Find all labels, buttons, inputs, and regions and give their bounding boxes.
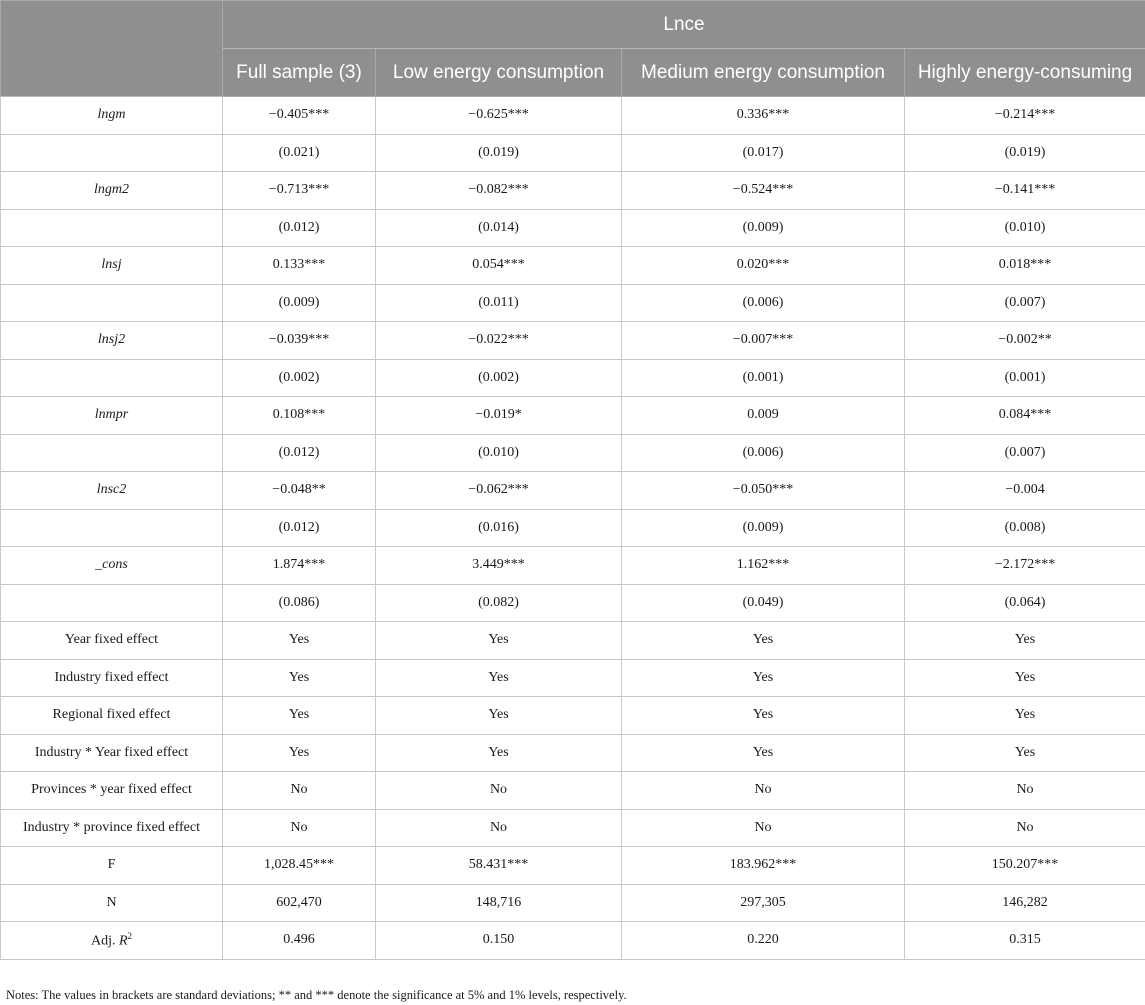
fixed-effect-value: Yes [376,734,622,772]
table-row-fixed-effect [1,809,1145,847]
variable-name: _cons [1,547,223,585]
fixed-effect-value: No [622,809,905,847]
std-error-cell: (0.006) [622,434,905,472]
fixed-effect-value: Yes [223,734,376,772]
row-label: F [1,847,223,885]
fixed-effect-value: No [905,772,1145,810]
table-row-se [1,584,1145,622]
empty-label-cell [1,134,223,172]
std-error-cell: (0.007) [905,434,1145,472]
coefficient-cell: 0.009 [622,397,905,435]
std-error-cell: (0.082) [376,584,622,622]
std-error-cell: (0.002) [223,359,376,397]
std-error-cell: (0.012) [223,434,376,472]
row-label: Industry * Year fixed effect [1,734,223,772]
fixed-effect-value: Yes [905,622,1145,660]
std-error-cell: (0.009) [223,284,376,322]
fixed-effect-value: Yes [905,734,1145,772]
table-row-coef [1,472,1145,510]
std-error-cell: (0.009) [622,209,905,247]
coefficient-cell: 1.874*** [223,547,376,585]
group-header-lnce: Lnce [223,1,1145,49]
empty-label-cell [1,584,223,622]
std-error-cell: (0.021) [223,134,376,172]
coefficient-cell: −0.405*** [223,97,376,135]
empty-label-cell [1,434,223,472]
table-notes: Notes: The values in brackets are standard deviations; ** and *** denote the significance at 5% and 1% levels, respectively. [6,988,627,1002]
table-row-se [1,209,1145,247]
fixed-effect-value: Yes [905,659,1145,697]
stat-value: 1,028.45*** [223,847,376,885]
table-row-stat [1,847,1145,885]
row-label: Regional fixed effect [1,697,223,735]
coefficient-cell: −0.019* [376,397,622,435]
stat-value: 148,716 [376,884,622,922]
coefficient-cell: −0.082*** [376,172,622,210]
table-row-fixed-effect [1,734,1145,772]
table-row-coef [1,397,1145,435]
std-error-cell: (0.008) [905,509,1145,547]
table-row-coef [1,322,1145,360]
header-row-group [1,1,1145,49]
std-error-cell: (0.001) [622,359,905,397]
std-error-cell: (0.002) [376,359,622,397]
table-row-coef [1,247,1145,285]
variable-name: lngm2 [1,172,223,210]
std-error-cell: (0.010) [376,434,622,472]
coefficient-cell: −0.062*** [376,472,622,510]
coefficient-cell: 0.133*** [223,247,376,285]
empty-label-cell [1,209,223,247]
fixed-effect-value: No [905,809,1145,847]
std-error-cell: (0.086) [223,584,376,622]
std-error-cell: (0.049) [622,584,905,622]
variable-name: lnsj2 [1,322,223,360]
table-row-se [1,284,1145,322]
row-label: Year fixed effect [1,622,223,660]
std-error-cell: (0.019) [905,134,1145,172]
adj-r2-superscript: 2 [127,930,133,941]
std-error-cell: (0.006) [622,284,905,322]
stat-value: 0.220 [622,922,905,960]
fixed-effect-value: Yes [223,697,376,735]
std-error-cell: (0.014) [376,209,622,247]
table-row-stat [1,884,1145,922]
coefficient-cell: −0.004 [905,472,1145,510]
fixed-effect-value: Yes [622,697,905,735]
fixed-effect-value: Yes [376,697,622,735]
coefficient-cell: −0.713*** [223,172,376,210]
stat-value: 58.431*** [376,847,622,885]
adj-r2-prefix: Adj. [90,933,119,949]
coefficient-cell: −0.007*** [622,322,905,360]
table-body [1,97,1145,960]
fixed-effect-value: Yes [622,622,905,660]
table-row-coef [1,97,1145,135]
std-error-cell: (0.012) [223,209,376,247]
std-error-cell: (0.064) [905,584,1145,622]
adj-r2-symbol: R [118,933,128,949]
fixed-effect-value: Yes [223,659,376,697]
std-error-cell: (0.007) [905,284,1145,322]
column-header: Full sample (3) [223,49,376,97]
table-row-fixed-effect [1,622,1145,660]
fixed-effect-value: Yes [905,697,1145,735]
fixed-effect-value: Yes [622,659,905,697]
fixed-effect-value: No [376,809,622,847]
variable-name: lnsc2 [1,472,223,510]
row-label: Provinces * year fixed effect [1,772,223,810]
coefficient-cell: −0.214*** [905,97,1145,135]
std-error-cell: (0.019) [376,134,622,172]
stat-value: 0.150 [376,922,622,960]
coefficient-cell: −0.002** [905,322,1145,360]
coefficient-cell: −0.022*** [376,322,622,360]
fixed-effect-value: Yes [376,659,622,697]
table-row-se [1,359,1145,397]
table-row-se [1,434,1145,472]
table-row-coef [1,172,1145,210]
column-header: Medium energy consumption [622,49,905,97]
std-error-cell: (0.011) [376,284,622,322]
coefficient-cell: −0.048** [223,472,376,510]
variable-name: lnsj [1,247,223,285]
coefficient-cell: −2.172*** [905,547,1145,585]
empty-label-cell [1,509,223,547]
column-header: Low energy consumption [376,49,622,97]
fixed-effect-value: No [376,772,622,810]
stat-value: 183.962*** [622,847,905,885]
row-label-adj-r2 [1,922,223,960]
fixed-effect-value: Yes [376,622,622,660]
table-row-adj-r2 [1,922,1145,960]
coefficient-cell: −0.050*** [622,472,905,510]
fixed-effect-value: No [223,809,376,847]
coefficient-cell: −0.625*** [376,97,622,135]
variable-name: lngm [1,97,223,135]
std-error-cell: (0.016) [376,509,622,547]
stat-value: 602,470 [223,884,376,922]
coefficient-cell: −0.039*** [223,322,376,360]
table-row-se [1,509,1145,547]
coefficient-cell: 0.018*** [905,247,1145,285]
stat-value: 297,305 [622,884,905,922]
header-corner [1,1,223,97]
coefficient-cell: 0.084*** [905,397,1145,435]
table-row-se [1,134,1145,172]
row-label: Industry * province fixed effect [1,809,223,847]
coefficient-cell: 0.108*** [223,397,376,435]
stat-value: 150.207*** [905,847,1145,885]
coefficient-cell: 0.054*** [376,247,622,285]
empty-label-cell [1,284,223,322]
coefficient-cell: −0.141*** [905,172,1145,210]
stat-value: 0.496 [223,922,376,960]
coefficient-cell: −0.524*** [622,172,905,210]
fixed-effect-value: No [622,772,905,810]
variable-name: lnmpr [1,397,223,435]
stat-value: 146,282 [905,884,1145,922]
row-label: Industry fixed effect [1,659,223,697]
table-row-fixed-effect [1,772,1145,810]
table-row-coef [1,547,1145,585]
std-error-cell: (0.001) [905,359,1145,397]
fixed-effect-value: Yes [622,734,905,772]
fixed-effect-value: Yes [223,622,376,660]
std-error-cell: (0.017) [622,134,905,172]
coefficient-cell: 0.020*** [622,247,905,285]
table-row-fixed-effect [1,697,1145,735]
coefficient-cell: 3.449*** [376,547,622,585]
coefficient-cell: 1.162*** [622,547,905,585]
std-error-cell: (0.009) [622,509,905,547]
std-error-cell: (0.012) [223,509,376,547]
std-error-cell: (0.010) [905,209,1145,247]
table-row-fixed-effect [1,659,1145,697]
coefficient-cell: 0.336*** [622,97,905,135]
fixed-effect-value: No [223,772,376,810]
empty-label-cell [1,359,223,397]
row-label: N [1,884,223,922]
stat-value: 0.315 [905,922,1145,960]
column-header: Highly energy-consuming [905,49,1145,97]
